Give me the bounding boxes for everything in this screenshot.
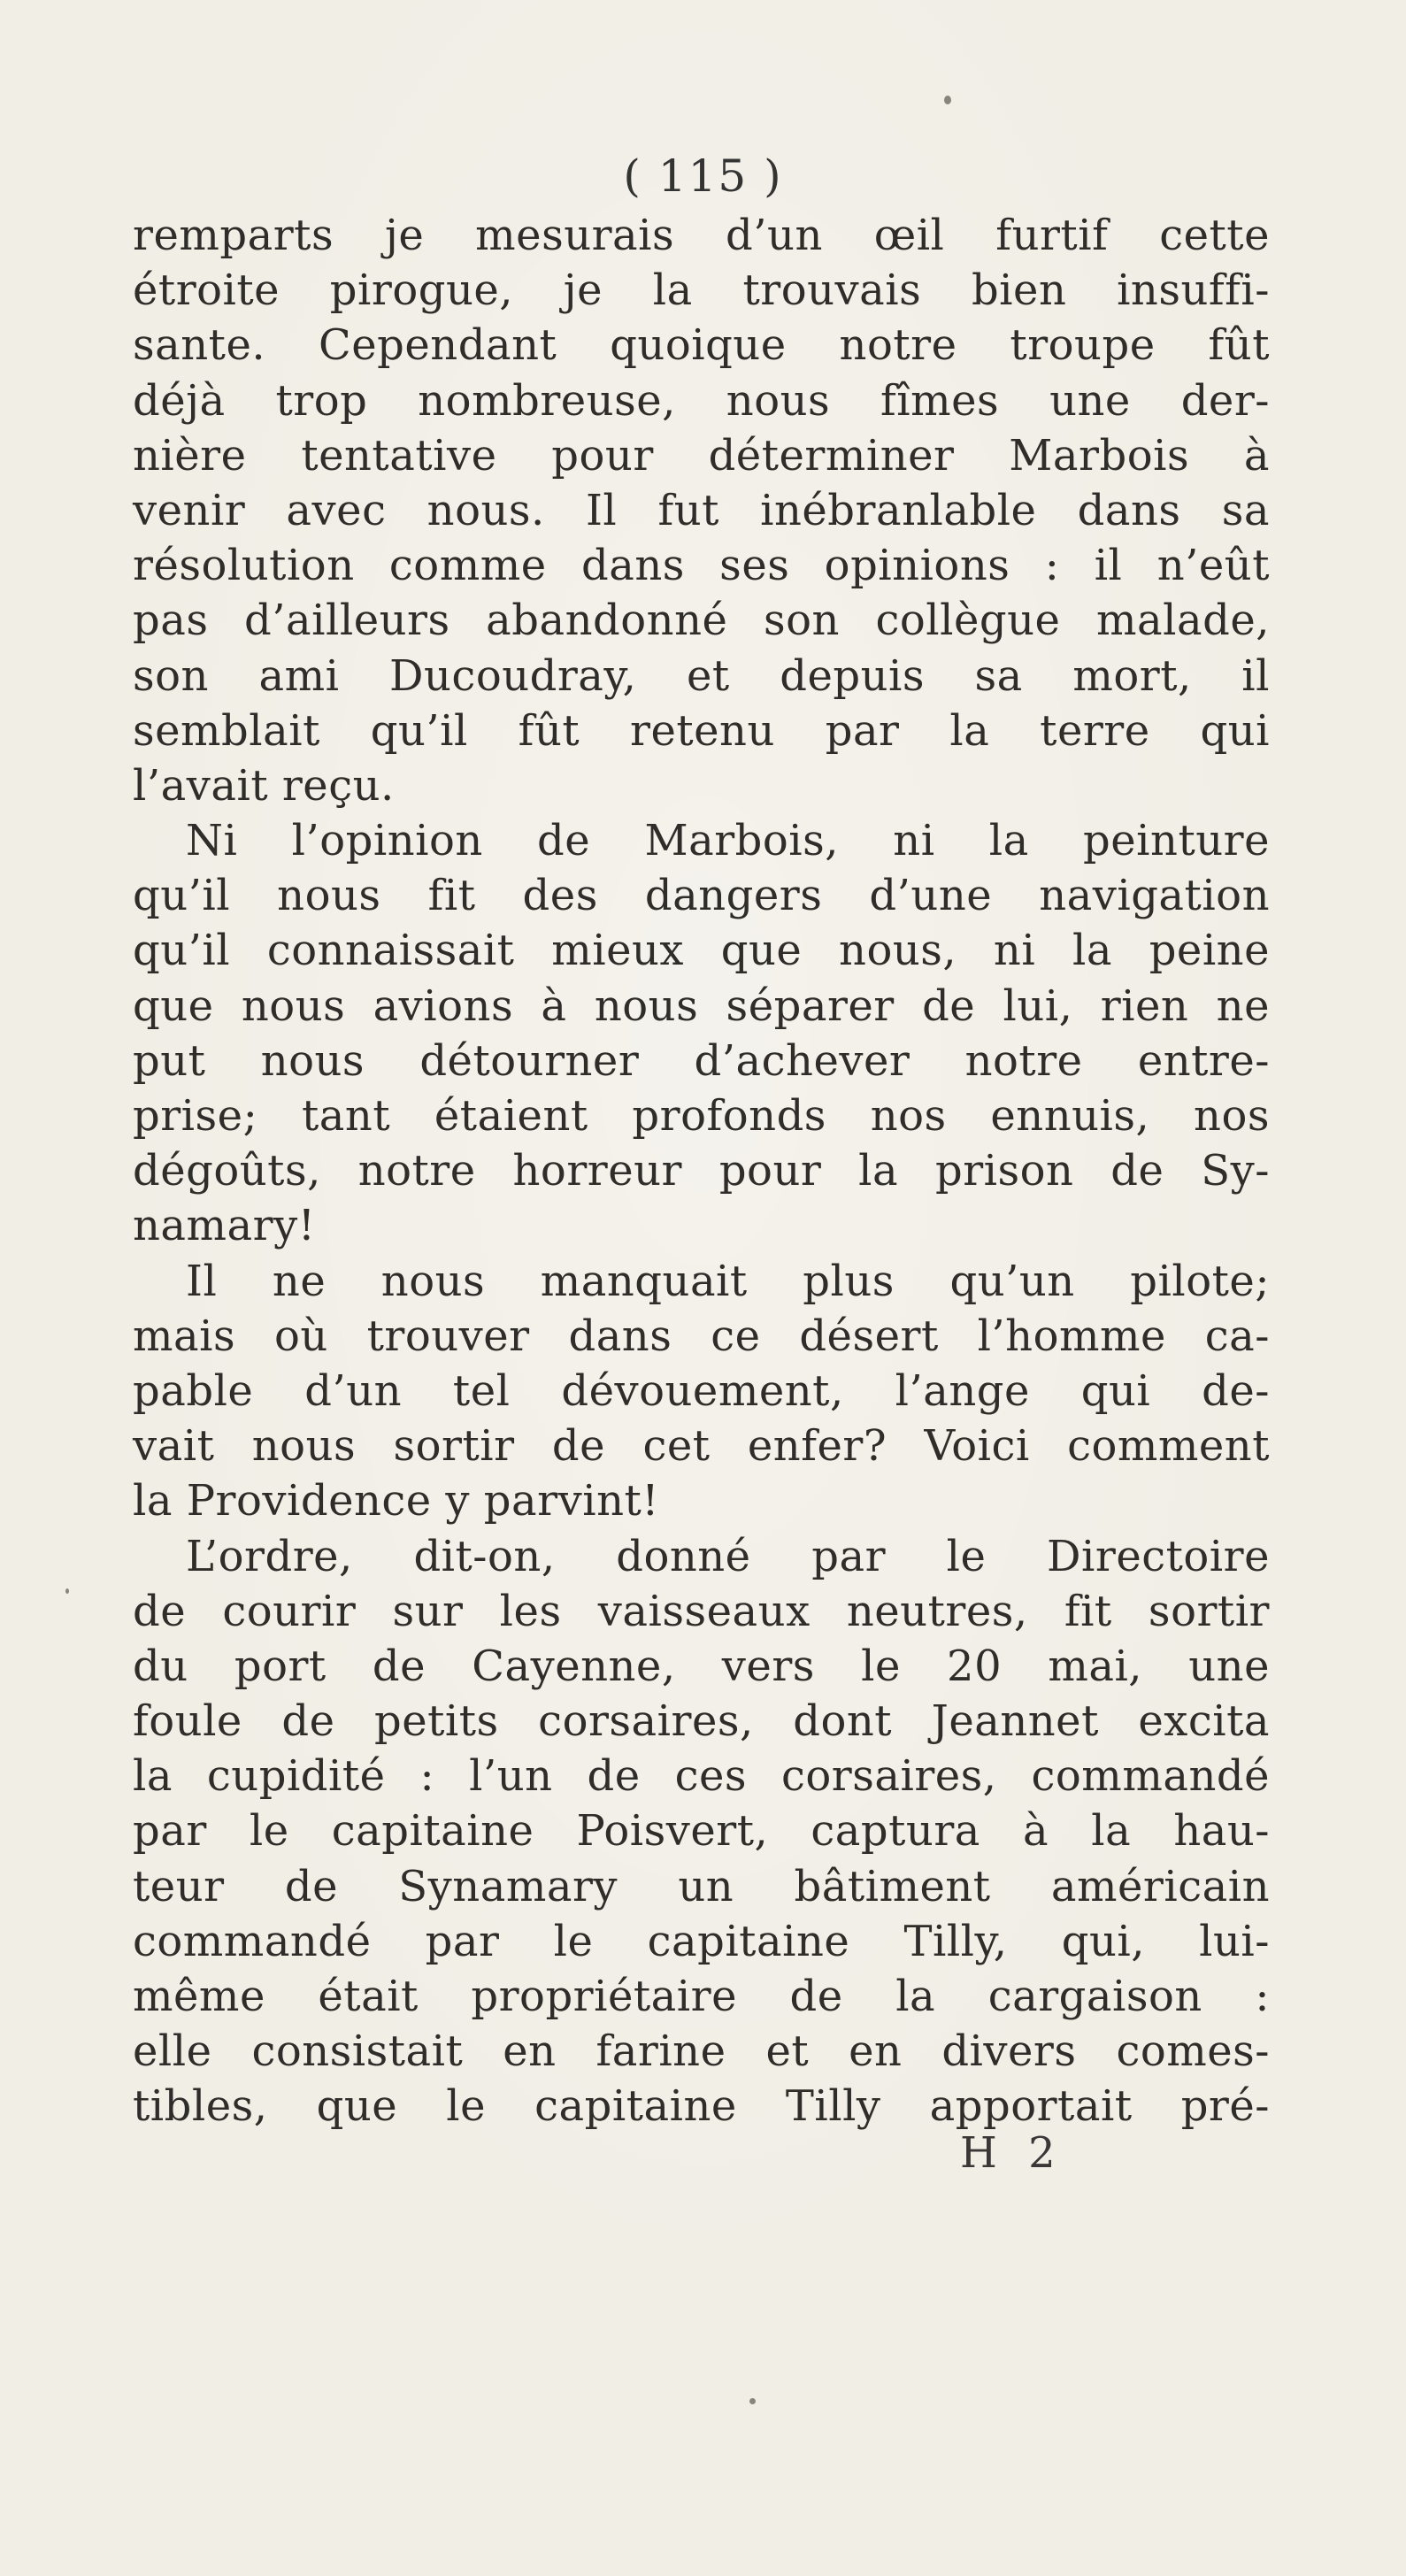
text-line: que nous avions à nous séparer de lui, rien ne — [133, 980, 1270, 1031]
text-line: étroite pirogue, je la trouvais bien insuffi- — [133, 265, 1270, 316]
body-text — [133, 208, 1270, 2134]
text-line: mais où trouver dans ce désert l’homme ca- — [133, 1311, 1270, 1361]
text-line: put nous détourner d’achever notre entre- — [133, 1035, 1270, 1086]
text-line: résolution comme dans ses opinions : il n’eût — [133, 541, 1270, 591]
text-line: L’ordre, dit-on, donné par le Directoire — [186, 1531, 1270, 1581]
text-line: tibles, que le capitaine Tilly apportait pré- — [133, 2081, 1270, 2132]
text-line: remparts je mesurais d’un œil furtif cette — [133, 211, 1270, 260]
text-line: la Providence y parvint! — [133, 1476, 660, 1526]
text-line: elle consistait en farine et en divers comes- — [133, 2026, 1270, 2077]
text-line: dégoûts, notre horreur pour la prison de Sy- — [133, 1146, 1270, 1196]
page-number: ( 115 ) — [623, 150, 783, 202]
paper-speck — [749, 2398, 756, 2404]
text-line: pable d’un tel dévouement, l’ange qui de- — [133, 1365, 1270, 1416]
text-line: pas d’ailleurs abandonné son collègue malade, — [133, 596, 1270, 646]
text-line: qu’il connaissait mieux que nous, ni la peine — [133, 926, 1270, 976]
text-line: déjà trop nombreuse, nous fîmes une der- — [133, 375, 1270, 426]
text-line: vait nous sortir de cet enfer? Voici comment — [133, 1421, 1270, 1472]
text-line: semblait qu’il fût retenu par la terre qui — [133, 705, 1270, 756]
text-line: Ni l’opinion de Marbois, ni la peinture — [186, 816, 1270, 866]
text-line: l’avait reçu. — [133, 760, 395, 811]
text-line: son ami Ducoudray, et depuis sa mort, il — [133, 650, 1270, 701]
text-line: prise; tant étaient profonds nos ennuis, nos — [133, 1091, 1270, 1141]
text-line: du port de Cayenne, vers le 20 mai, une — [133, 1641, 1270, 1691]
paper-speck — [65, 1588, 69, 1594]
text-line: même était propriétaire de la cargaison : — [133, 1972, 1270, 2021]
signature-mark: H 2 — [960, 2128, 1064, 2178]
paper-speck — [944, 96, 951, 104]
text-line: nière tentative pour déterminer Marbois à — [133, 430, 1270, 481]
text-line: commandé par le capitaine Tilly, qui, lui- — [133, 1916, 1270, 1966]
text-line: namary! — [133, 1201, 316, 1251]
text-line: qu’il nous fit des dangers d’une navigation — [133, 871, 1270, 921]
text-line: teur de Synamary un bâtiment américain — [133, 1861, 1270, 1911]
text-line: de courir sur les vaisseaux neutres, fit sortir — [133, 1586, 1270, 1636]
text-line: par le capitaine Poisvert, captura à la hau- — [133, 1806, 1270, 1857]
text-line: la cupidité : l’un de ces corsaires, commandé — [133, 1751, 1270, 1802]
text-line: foule de petits corsaires, dont Jeannet excita — [133, 1696, 1270, 1747]
text-line: Il ne nous manquait plus qu’un pilote; — [186, 1256, 1270, 1306]
text-line: venir avec nous. Il fut inébranlable dans sa — [133, 485, 1270, 535]
text-line: sante. Cependant quoique notre troupe fût — [133, 320, 1270, 371]
